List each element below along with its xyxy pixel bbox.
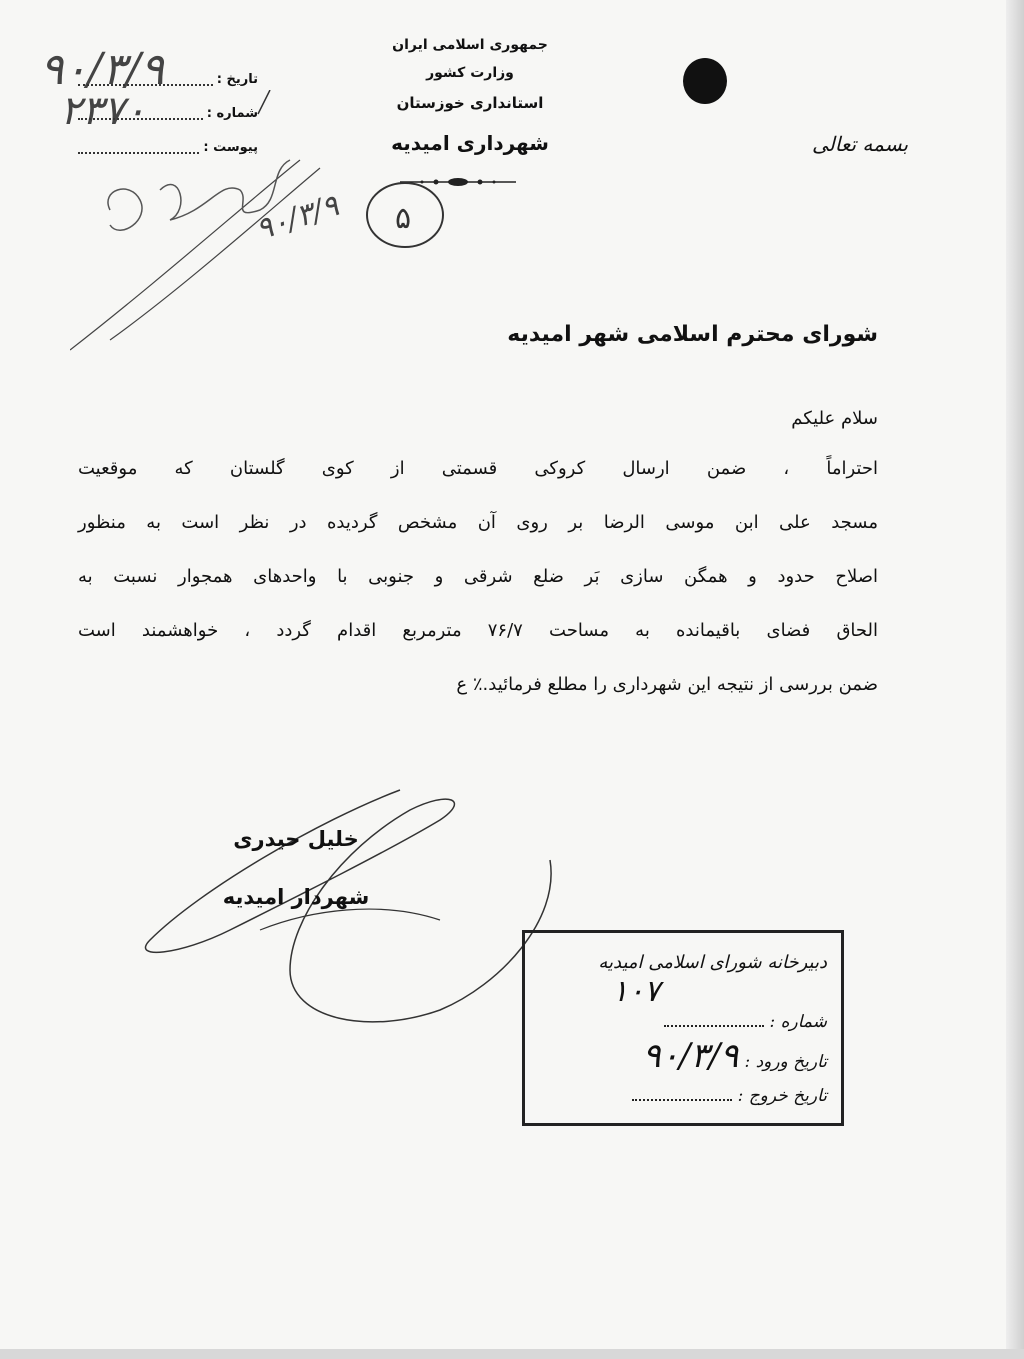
letterhead-province: استانداری خوزستان — [396, 94, 544, 112]
meta-attachment-label: پیوست : — [203, 139, 258, 155]
letterhead-country: جمهوری اسلامی ایران — [392, 37, 548, 53]
stamp-number-row — [525, 1005, 827, 1039]
punch-hole — [683, 58, 727, 104]
meta-date-dots — [78, 72, 213, 86]
body-line: الحاق فضای باقیمانده به مساحت ۷۶/۷ مترمربع اقدام گردد ، خواهشمند است — [78, 620, 879, 641]
bismillah: بسمه تعالی — [812, 132, 909, 156]
stamp-number-value: ۱۰۷ — [611, 974, 661, 1009]
signer-title: شهردار امیدیه — [222, 885, 370, 909]
letter-body — [78, 404, 878, 712]
recipient-title: شورای محترم اسلامی شهر امیدیه — [507, 322, 878, 347]
received-stamp — [522, 930, 844, 1126]
page-edge-shadow — [1006, 0, 1024, 1359]
body-line: اصلاح حدود و همگن سازی بَر ضلع شرقی و جنوبی با واحدهای همجوار نسبت به — [78, 566, 878, 587]
signature-block — [180, 810, 412, 926]
meta-date-label: تاریخ : — [216, 71, 258, 87]
body-line: احتراماً ، ضمن ارسال کروکی قسمتی از کوی گلستان که موقعیت — [78, 458, 878, 479]
stamp-entry-label: تاریخ ورود : — [744, 1052, 827, 1072]
stamp-number-label: شماره : — [769, 1012, 827, 1032]
circled-number: ۵ — [395, 201, 412, 236]
stamp-exit-row — [525, 1079, 827, 1113]
greeting: سلام علیکم — [791, 408, 878, 429]
handwritten-date: ۹۰/۳/۹ — [40, 44, 165, 95]
handwritten-annotation — [70, 90, 450, 370]
stamp-exit-label: تاریخ خروج : — [737, 1086, 827, 1106]
letterhead-ministry: وزارت کشور — [426, 65, 514, 81]
stamp-exit-dots — [632, 1089, 732, 1101]
stamp-entry-value: ۹۰/۳/۹ — [642, 1036, 739, 1076]
signer-name: خلیل حیدری — [233, 827, 359, 851]
letterhead-municipality: شهرداری امیدیه — [391, 131, 549, 155]
stamp-entry-row — [525, 1036, 827, 1079]
stamp-title: دبیرخانه شورای اسلامی امیدیه — [598, 952, 827, 973]
handwritten-margin-date: ۹۰/۳/۹ — [251, 188, 343, 248]
body-line: مسجد علی ابن موسی الرضا بر روی آن مشخص گردیده در نظر است به منظور — [78, 512, 878, 533]
page-bottom-edge — [0, 1349, 1024, 1359]
body-line: ضمن بررسی از نتیجه این شهرداری را مطلع فرمائید.٪ ع — [456, 674, 878, 695]
handwritten-number: ۲۳۷۰ — [60, 88, 146, 134]
stamp-number-dots — [664, 1015, 764, 1027]
meta-number-label: شماره : — [206, 105, 258, 121]
